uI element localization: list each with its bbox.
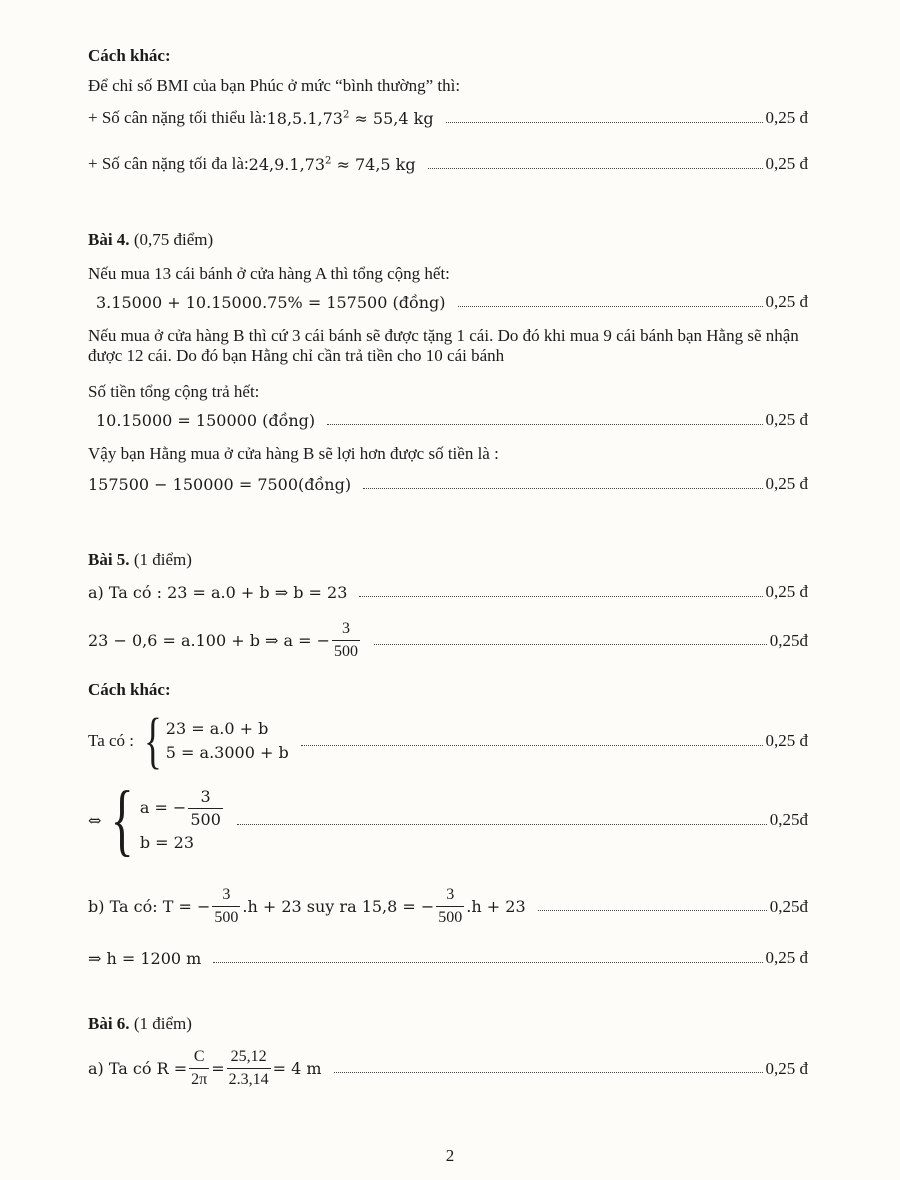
b5-system-2: ⇔ { a = − $\frac{3}{500}$ b = 23 0,25đ bbox=[88, 776, 808, 864]
dot-leader bbox=[374, 644, 767, 645]
b4-equation-2: 10.15000 = 150000 (đồng) 0,25 đ bbox=[96, 410, 808, 430]
dot-leader bbox=[428, 168, 763, 169]
b5-system-1: Ta có : { 23 = a.0 + b 5 = a.3000 + b 0,25 đ bbox=[88, 707, 808, 775]
equation-system: { a = − $\frac{3}{500}$ b = 23 bbox=[111, 776, 221, 864]
problem-6-heading: Bài 6. (1 điểm) bbox=[88, 1014, 192, 1033]
b4-equation-1: 3.15000 + 10.15000.75% = 157500 (đồng) 0,25 đ bbox=[96, 292, 808, 312]
dot-leader bbox=[359, 596, 762, 597]
b5-part-b: b) Ta có: T = − $\frac{3}{500}$ .h + 23 suy ra 15,8 = − $\frac{3}{500}$ .h + 23 0,25đ bbox=[88, 884, 808, 929]
min-weight-label: + Số cân nặng tối thiểu là: bbox=[88, 108, 267, 127]
dot-leader bbox=[237, 824, 767, 825]
fraction: $\frac{C}{2\pi}$ bbox=[189, 1046, 209, 1091]
score: 0,25 đ bbox=[765, 154, 808, 173]
b4-paragraph-3: Số tiền tổng cộng trả hết: bbox=[88, 382, 260, 401]
equation-system: { 23 = a.0 + b 5 = a.3000 + b bbox=[143, 707, 289, 775]
b5-part-a-line-2: 23 − 0,6 = a.100 + b ⇒ a = − $\frac{3}{500}$ 0,25đ bbox=[88, 618, 808, 663]
score: 0,25 đ bbox=[765, 108, 808, 127]
b6-part-a: a) Ta có R = $\frac{C}{2\pi}$ = $\frac{25,12}{2.3,14}$ = 4 m 0,25 đ bbox=[88, 1046, 808, 1091]
dot-leader bbox=[301, 745, 763, 746]
alt-method-heading: Cách khác: bbox=[88, 46, 171, 65]
min-weight-line bbox=[88, 108, 808, 128]
alt-method-heading-2: Cách khác: bbox=[88, 680, 171, 699]
min-weight-expr: $18,5.1,73^2 \approx 55,4$ kg bbox=[266, 108, 434, 128]
bmi-intro: Để chỉ số BMI của bạn Phúc ở mức “bình thường” thì: bbox=[88, 76, 461, 95]
dot-leader bbox=[213, 962, 762, 963]
max-weight-label: + Số cân nặng tối đa là: bbox=[88, 154, 249, 173]
problem-5-heading: Bài 5. (1 điểm) bbox=[88, 550, 192, 569]
max-weight-line bbox=[88, 154, 808, 174]
b4-paragraph-1: Nếu mua 13 cái bánh ở cửa hàng A thì tổng cộng hết: bbox=[88, 264, 450, 283]
b5-part-a-line-1: a) Ta có : 23 = a.0 + b ⇒ b = 23 0,25 đ bbox=[88, 582, 808, 602]
max-weight-expr: $24,9.1,73^2 \approx 74,5$ kg bbox=[248, 154, 416, 174]
dot-leader bbox=[446, 122, 763, 123]
fraction: $\frac{3}{500}$ bbox=[212, 884, 240, 929]
b5-height-result: ⇒ h = 1200 m 0,25 đ bbox=[88, 948, 808, 968]
b4-equation-3: 157500 − 150000 = 7500(đồng) 0,25 đ bbox=[88, 474, 808, 494]
fraction: $\frac{3}{500}$ bbox=[332, 618, 360, 663]
b4-paragraph-4: Vậy bạn Hằng mua ở cửa hàng B sẽ lợi hơn được số tiền là : bbox=[88, 444, 499, 463]
page-number: 2 bbox=[445, 1146, 455, 1165]
b4-paragraph-2: Nếu mua ở cửa hàng B thì cứ 3 cái bánh sẽ được tặng 1 cái. Do đó khi mua 9 cái bánh bạn Hằng sẽ nhận được 12 cái. Do đó bạn Hằng chỉ cần trả tiền cho 10 cái bánh bbox=[88, 326, 799, 365]
fraction: $\frac{25,12}{2.3,14}$ bbox=[227, 1046, 271, 1091]
dot-leader bbox=[538, 910, 767, 911]
fraction: $\frac{3}{500}$ bbox=[436, 884, 464, 929]
dot-leader bbox=[327, 424, 762, 425]
dot-leader bbox=[458, 306, 763, 307]
problem-4-heading: Bài 4. (0,75 điểm) bbox=[88, 230, 214, 249]
dot-leader bbox=[334, 1072, 763, 1073]
dot-leader bbox=[363, 488, 762, 489]
